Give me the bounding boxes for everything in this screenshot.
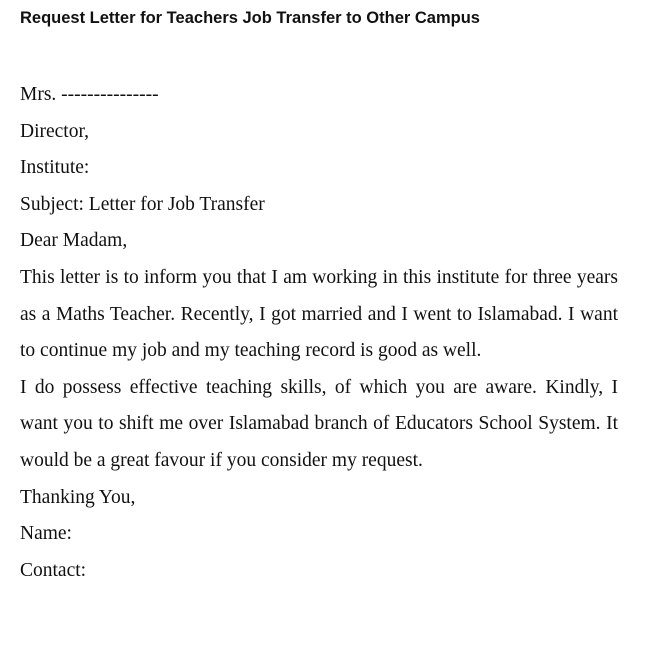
designation-line: Director, bbox=[20, 120, 90, 142]
salutation-line: Dear Madam, bbox=[20, 230, 128, 252]
closing-line: Thanking You, bbox=[20, 486, 136, 508]
letter-body bbox=[20, 77, 618, 589]
subject-line: Subject: Letter for Job Transfer bbox=[20, 193, 265, 215]
name-label: Name: bbox=[20, 523, 72, 545]
paragraph-1: This letter is to inform you that I am working in this institute for three years as a Maths Teacher. Recently, I got married and I went to Islamabad. I want to continue my job and my teaching record is good as well. bbox=[20, 266, 618, 362]
recipient-line: Mrs. --------------- bbox=[20, 84, 159, 105]
contact-label: Contact: bbox=[20, 559, 87, 581]
institute-line: Institute: bbox=[20, 157, 90, 179]
document-title: Request Letter for Teachers Job Transfer to Other Campus bbox=[20, 9, 480, 27]
paragraph-2: I do possess effective teaching skills, of which you are aware. Kindly, I want you to shift me over Islamabad branch of Educators School System. It would be a great favour if you consider my request. bbox=[20, 376, 618, 471]
